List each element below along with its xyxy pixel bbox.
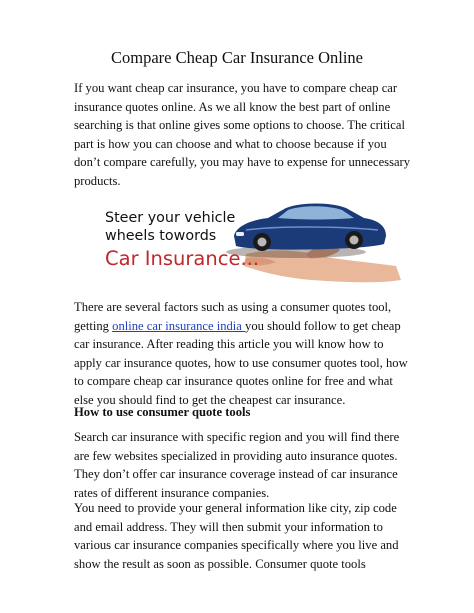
- online-car-insurance-india-link[interactable]: online car insurance india: [112, 318, 246, 333]
- banner-text-line2: wheels towords: [105, 228, 217, 244]
- factors-text-before-link: There are several factors such as using a consumer quotes tool, getting: [74, 300, 392, 333]
- section-heading: How to use consumer quote tools: [74, 405, 251, 419]
- car-insurance-banner-image: [96, 196, 406, 288]
- factors-paragraph: [74, 298, 414, 410]
- intro-paragraph: If you want cheap car insurance, you have to compare cheap car insurance quotes online. As we all know the best part of online searching is that online gives some options to choose. The critical part is how you can choose and what to choose because if you don’t compare carefully, you may have to expense for unnecessary products.: [74, 81, 411, 188]
- banner-text-line1: Steer your vehicle: [105, 210, 236, 226]
- search-paragraph: Search car insurance with specific region and you will find there are few websites specialized in providing auto insurance quotes. They don’t offer car insurance coverage instead of car insurance rates of different insurance companies.: [74, 430, 400, 500]
- general-info-paragraph: You need to provide your general information like city, zip code and email address. They will then submit your information to various car insurance companies specifically where you live and show the result as soon as possible. Consumer quote tools: [74, 501, 399, 571]
- headlight: [236, 232, 244, 236]
- page-title: Compare Cheap Car Insurance Online: [111, 48, 363, 67]
- factors-text-after-link: you should follow to get cheap car insurance. After reading this article you will know how to apply car insurance quotes, how to use consumer quotes tool, how to compare cheap car insurance quotes online for free and what else you should find to get the cheapest car insurance.: [74, 318, 408, 407]
- front-wheel-rim: [258, 238, 267, 247]
- rear-wheel-rim: [350, 236, 359, 245]
- banner-text-line3: Car Insurance...: [105, 247, 260, 270]
